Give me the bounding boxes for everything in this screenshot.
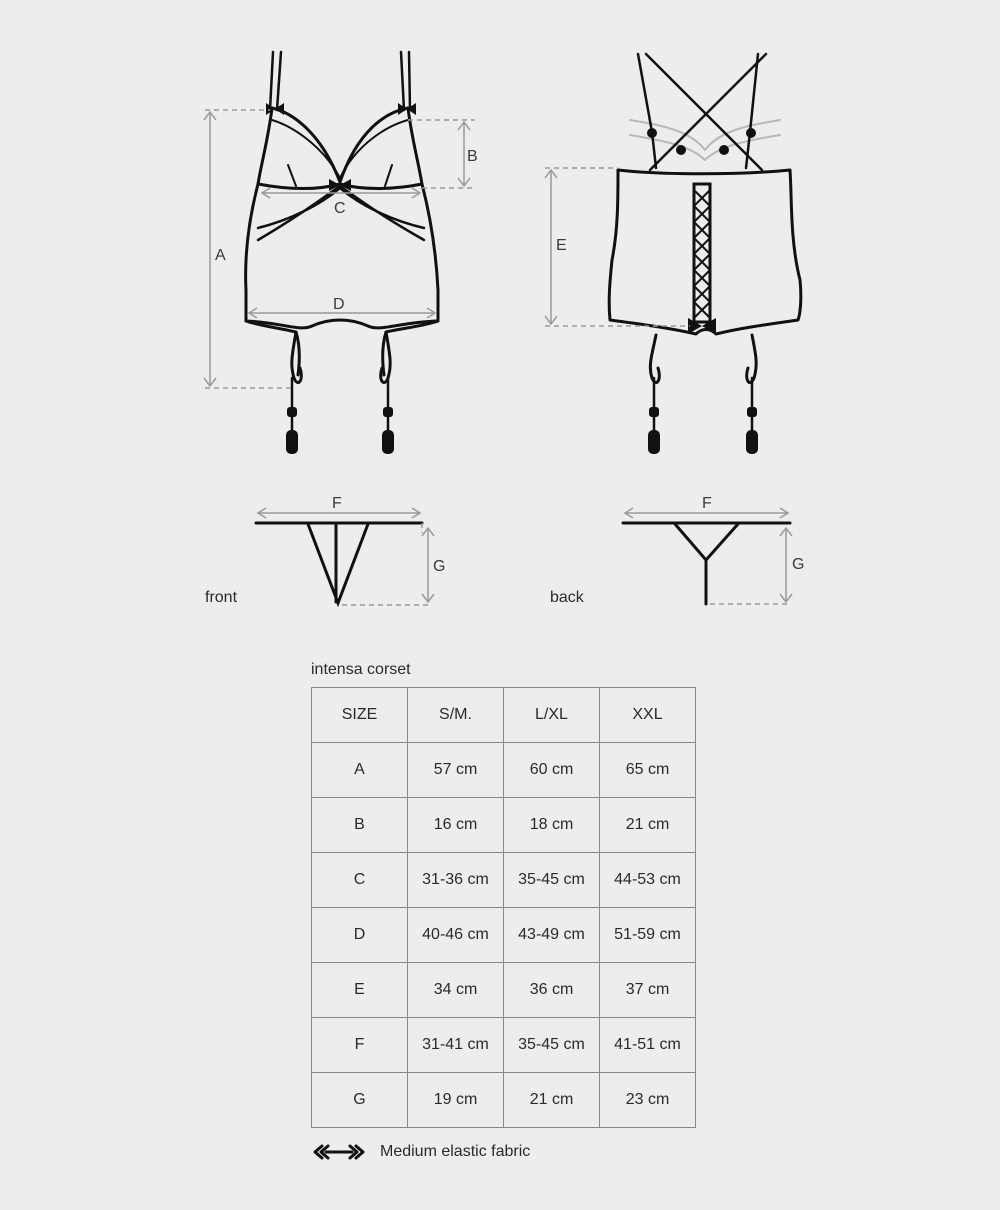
front-view-label: front <box>205 589 238 606</box>
back-lacing <box>694 184 710 322</box>
label-a: A <box>215 247 226 264</box>
table-cell: 18 cm <box>504 798 600 853</box>
table-header-row <box>312 688 696 743</box>
table-cell: 31-41 cm <box>408 1018 504 1073</box>
header-cell: S/M. <box>408 688 504 743</box>
size-table <box>311 687 696 1128</box>
back-view-label: back <box>550 589 584 606</box>
label-e: E <box>556 237 567 254</box>
table-row <box>312 908 696 963</box>
table-cell: 60 cm <box>504 743 600 798</box>
legend-text: Medium elastic fabric <box>380 1143 531 1160</box>
table-cell: 19 cm <box>408 1073 504 1128</box>
table-row <box>312 1018 696 1073</box>
table-cell: B <box>312 798 408 853</box>
label-b: B <box>467 148 478 165</box>
table-cell: 44-53 cm <box>600 853 696 908</box>
table-cell: 16 cm <box>408 798 504 853</box>
label-c: C <box>334 200 346 217</box>
table-cell: D <box>312 908 408 963</box>
table-cell: A <box>312 743 408 798</box>
table-row <box>312 1073 696 1128</box>
table-cell: 34 cm <box>408 963 504 1018</box>
header-cell: XXL <box>600 688 696 743</box>
legend <box>312 1142 530 1162</box>
table-cell: 31-36 cm <box>408 853 504 908</box>
table-cell: F <box>312 1018 408 1073</box>
label-g-back: G <box>792 556 805 573</box>
table-row <box>312 743 696 798</box>
table-row <box>312 963 696 1018</box>
table-row <box>312 853 696 908</box>
table-cell: 57 cm <box>408 743 504 798</box>
table-cell: 51-59 cm <box>600 908 696 963</box>
corset-back-drawing <box>609 54 801 452</box>
front-garter-clips <box>266 103 416 454</box>
thong-back-drawing <box>623 523 790 604</box>
header-cell: L/XL <box>504 688 600 743</box>
table-cell: 43-49 cm <box>504 908 600 963</box>
table-cell: G <box>312 1073 408 1128</box>
header-cell: SIZE <box>312 688 408 743</box>
back-garter-clips <box>647 128 758 454</box>
table-cell: 37 cm <box>600 963 696 1018</box>
table-cell: 41-51 cm <box>600 1018 696 1073</box>
label-d: D <box>333 296 345 313</box>
table-cell: 21 cm <box>600 798 696 853</box>
table-cell: 65 cm <box>600 743 696 798</box>
label-g-front: G <box>433 558 446 575</box>
table-cell: E <box>312 963 408 1018</box>
table-cell: 23 cm <box>600 1073 696 1128</box>
table-title: intensa corset <box>311 661 411 678</box>
thong-front-drawing <box>256 523 422 603</box>
table-cell: 21 cm <box>504 1073 600 1128</box>
table-cell: C <box>312 853 408 908</box>
table-cell: 40-46 cm <box>408 908 504 963</box>
elastic-arrows-icon <box>312 1142 366 1162</box>
label-f-back: F <box>702 495 712 512</box>
table-cell: 35-45 cm <box>504 1018 600 1073</box>
label-f-front: F <box>332 495 342 512</box>
corset-front-drawing <box>246 52 438 452</box>
table-cell: 35-45 cm <box>504 853 600 908</box>
table-cell: 36 cm <box>504 963 600 1018</box>
table-row <box>312 798 696 853</box>
